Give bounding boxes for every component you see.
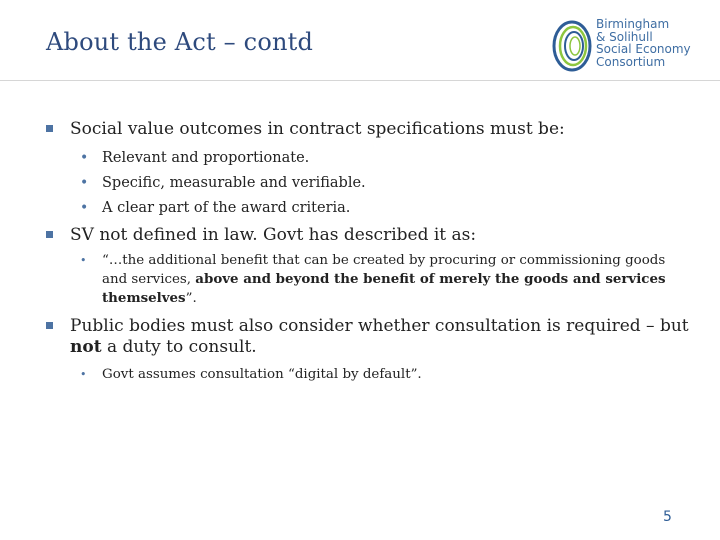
page-number: 5 xyxy=(663,509,672,525)
bullet-consultation xyxy=(70,316,710,358)
quote-end: ”. xyxy=(185,291,197,306)
sub-bullet-text: A clear part of the award criteria. xyxy=(102,200,351,216)
sub-bullet xyxy=(80,366,692,384)
bullet-text: SV not defined in law. Govt has described it as: xyxy=(70,225,477,245)
bullet-text: Public bodies must also consider whether consultation is required – but xyxy=(70,316,689,336)
logo-line: & Solihull xyxy=(596,29,653,44)
quote-emphasis: above and beyond the benefit of merely the goods and services themselves xyxy=(102,271,666,306)
logo-line: Consortium xyxy=(596,54,666,69)
bullet-sv-definition xyxy=(70,225,710,246)
quote-text: “…the additional benefit that can be created by procuring or commissioning goods and services, xyxy=(102,253,666,287)
sub-bullet-quote xyxy=(80,252,692,308)
sub-bullet-text: Relevant and proportionate. xyxy=(102,150,310,166)
square-bullet-icon xyxy=(46,322,53,329)
square-bullet-icon xyxy=(46,125,53,132)
dot-bullet-icon: • xyxy=(80,200,89,216)
dot-bullet-icon: • xyxy=(80,368,87,381)
logo xyxy=(550,16,710,76)
bullet-text: Social value outcomes in contract specifications must be: xyxy=(70,119,565,139)
title-divider xyxy=(0,80,720,81)
square-bullet-icon xyxy=(46,231,53,238)
sub-bullet xyxy=(80,149,692,167)
sub-bullet xyxy=(80,174,692,192)
logo-line: Social Economy xyxy=(596,42,691,57)
bullet-text-end: a duty to consult. xyxy=(101,337,257,357)
dot-bullet-icon: • xyxy=(80,175,89,191)
logo-line: Birmingham xyxy=(596,17,670,31)
dot-bullet-icon: • xyxy=(80,254,87,267)
logo-text xyxy=(596,18,691,68)
sub-bullet-text: Govt assumes consultation “digital by default”. xyxy=(102,367,422,382)
slide-title: About the Act – contd xyxy=(46,28,314,56)
bullet-emphasis: not xyxy=(70,337,102,357)
sub-bullet-text: Specific, measurable and verifiable. xyxy=(102,175,366,191)
swirl-logo-icon xyxy=(550,18,594,74)
bullet-outcomes xyxy=(70,119,710,140)
dot-bullet-icon: • xyxy=(80,150,89,166)
sub-bullet xyxy=(80,199,692,217)
